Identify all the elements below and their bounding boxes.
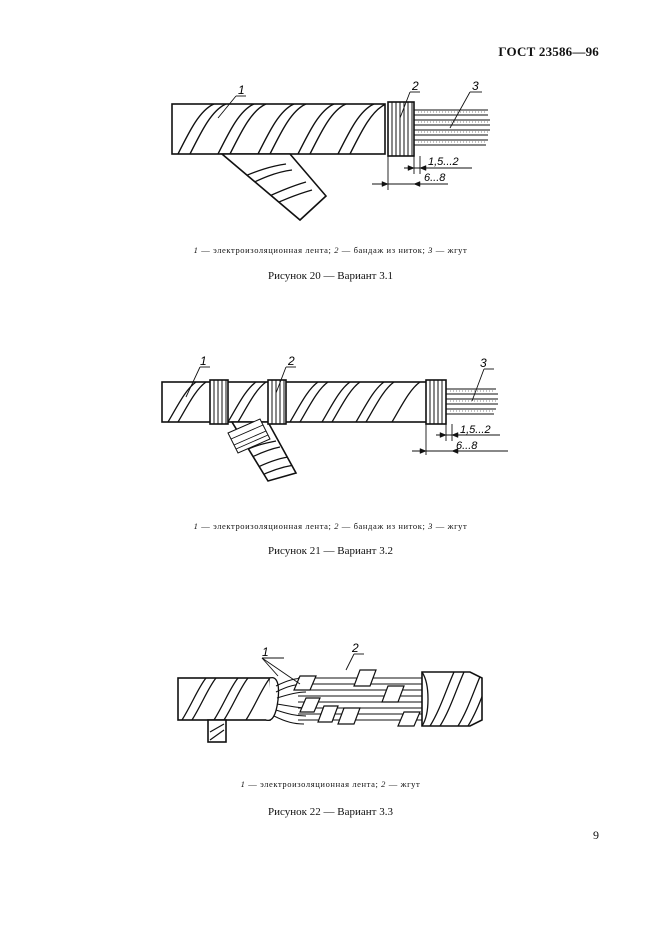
figure-22-drawing [0, 640, 661, 750]
callout-2: 2 [288, 354, 295, 368]
callout-1: 1 [200, 354, 207, 368]
callout-3: 3 [472, 79, 479, 93]
figure-21-drawing [0, 355, 661, 495]
dimension-large: 6...8 [456, 440, 478, 452]
figure-20-caption: Рисунок 20 — Вариант 3.1 [268, 270, 393, 282]
dimension-large: 6...8 [424, 172, 446, 184]
figure-22-caption: Рисунок 22 — Вариант 3.3 [268, 806, 393, 818]
page-number: 9 [593, 828, 599, 842]
figure-20-drawing [0, 70, 661, 230]
callout-3: 3 [480, 356, 487, 370]
callout-2: 2 [412, 79, 419, 93]
dimension-small: 1,5...2 [460, 424, 491, 436]
figure-20-legend: 1 — электроизоляционная лента; 2 — бандаж из ниток; 3 — жгут [193, 245, 468, 255]
standard-number: ГОСТ 23586—96 [498, 44, 599, 59]
figure-21-caption: Рисунок 21 — Вариант 3.2 [268, 545, 393, 557]
callout-1: 1 [262, 645, 269, 659]
figure-21-legend: 1 — электроизоляционная лента; 2 — бандаж из ниток; 3 — жгут [193, 521, 468, 531]
dimension-small: 1,5...2 [428, 156, 459, 168]
callout-2: 2 [352, 641, 359, 655]
callout-1: 1 [238, 83, 245, 97]
figure-22-legend: 1 — электроизоляционная лента; 2 — жгут [240, 779, 421, 789]
